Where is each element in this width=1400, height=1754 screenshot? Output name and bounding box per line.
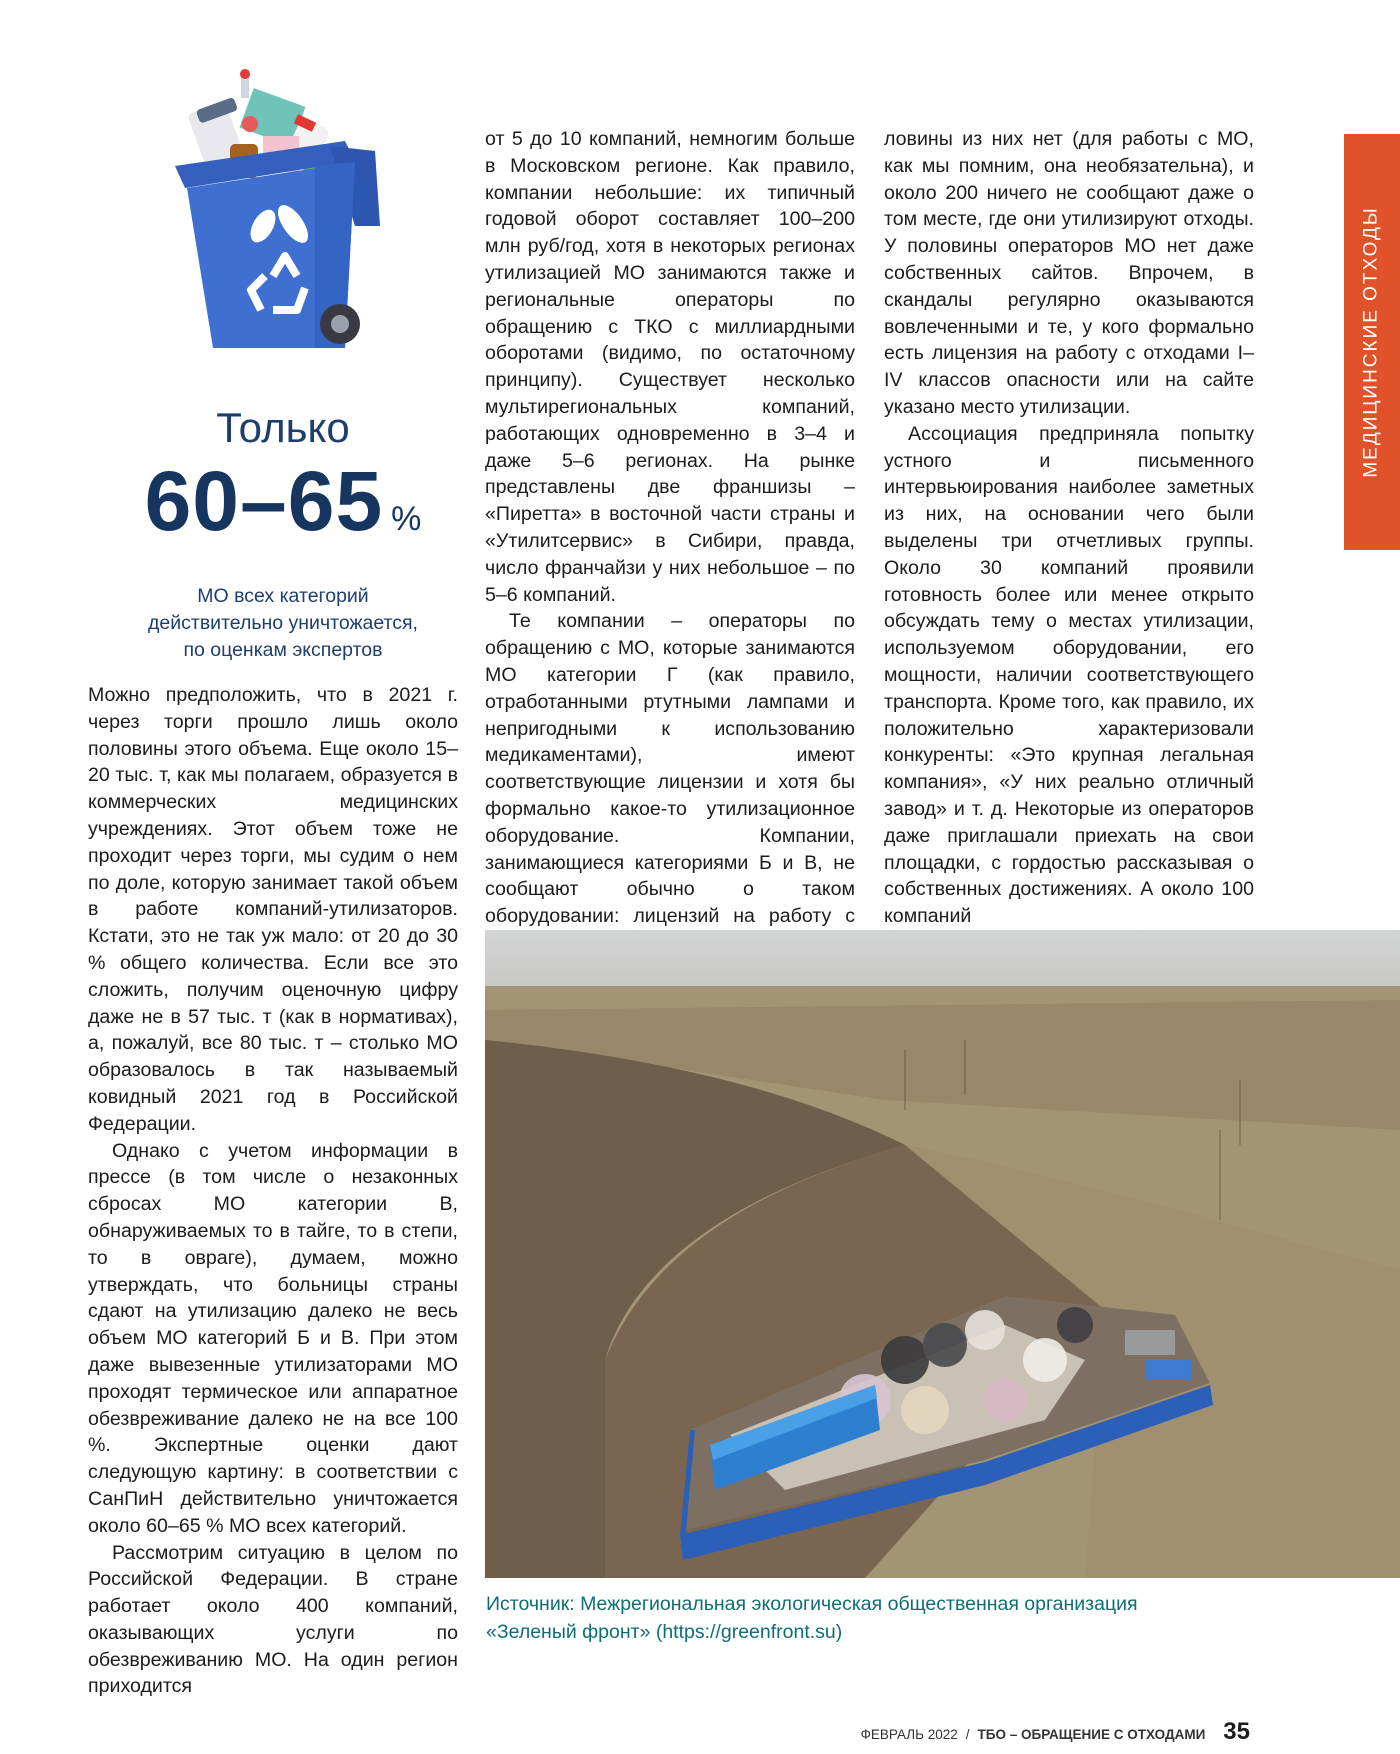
paragraph: ловины из них нет (для работы с МО, как мы помним, она необязательна), и около 200 ничего не сообщают даже о том месте, где они утилизируют отходы. У половины операторов МО нет даже собственных сайтов. Впрочем, в скандалы регулярно оказываются вовлеченными и те, у кого формально есть лицензия на работу с отходами I–IV классов опасности или на сайте указано место утилизации.	[884, 128, 1254, 418]
photo-caption	[486, 1590, 1386, 1646]
photo-caption-line: «Зеленый фронт» (https://greenfront.su)	[486, 1621, 843, 1643]
stat-caption-line: по оценкам экспертов	[183, 639, 383, 661]
section-tab-label: МЕДИЦИНСКИЕ ОТХОДЫ	[1361, 206, 1382, 478]
paragraph: Можно предположить, что в 2021 г. через торги прошло лишь около половины этого объема. Еще около 15–20 тыс. т, как мы полагаем, образуется в коммерческих медицинских учреждениях. Этот объем тоже не проходит через торги, мы судим о нем по доле, которую занимает такой объем в работе компаний-утилизаторов. Кстати, это не так уж мало: от 20 до 30 % общего количества. Если все это сложить, получим оценочную цифру даже не в 57 тыс. т (как в нормативах), а, пожалуй, все 80 тыс. т – столько МО образовалось в так называемый ковидный 2021 год в Российской Федерации.	[88, 684, 458, 1135]
paragraph: Ассоциация предприняла попытку устного и письменного интервьюирования наиболее заметных из них, на основании чего были выделены три отчетливых группы. Около 30 компаний проявили готовность более или менее открыто обсуждать тему о местах утилизации, используемом оборудовании, его мощности, наличии соответствующего транспорта. Кроме того, как правило, их положительно характеризовали конкуренты: «Это крупная легальная компания», «У них реально отличный завод» и т. д. Некоторые из операторов даже приглашали приехать на свои площадки, с гордостью рассказывая о собственных достижениях. А около 100 компаний	[884, 422, 1254, 928]
page-number: 35	[1223, 1718, 1250, 1745]
footer-series: ТБО – ОБРАЩЕНИЕ С ОТХОДАМИ	[977, 1727, 1206, 1742]
article-column-middle	[485, 126, 855, 957]
stat-unit: %	[391, 500, 422, 538]
stat-lead: Только	[216, 404, 350, 451]
footer-issue: ФЕВРАЛЬ 2022	[860, 1727, 958, 1742]
article-column-left	[88, 682, 458, 1700]
section-tab	[1344, 134, 1400, 550]
stat-caption-line: действительно уничтожается,	[148, 612, 418, 634]
footer-separator: /	[965, 1727, 970, 1742]
medical-waste-bin-illustration	[155, 66, 400, 366]
paragraph: Однако с учетом информации в прессе (в том числе о незаконных сбросах МО категории В, обнаруживаемых то в тайге, то в степи, то в овраге), думаем, можно утверждать, что больницы страны сдают на утилизацию далеко не весь объем МО категорий Б и В. При этом даже вывезенные утилизаторами МО проходят термическое или аппаратное обезвреживание далеко не на все 100 %. Экспертные оценки дают следующую картину: в соответствии с СанПиН действительно уничтожается около 60–65 % МО всех категорий.	[88, 1139, 458, 1537]
stat-caption	[108, 583, 458, 664]
stat-number: 60–65	[144, 454, 384, 548]
article-column-right	[884, 126, 1254, 930]
stat-caption-line: МО всех категорий	[197, 585, 369, 607]
paragraph: от 5 до 10 компаний, немногим больше в Московском регионе. Как правило, компании небольшие: их типичный годовой оборот составляет 100–200 млн руб/год, хотя в некоторых регионах утилизацией МО занимаются также и региональные операторы по обращению с ТКО с миллиардными оборотами (видимо, по остаточному принципу). Существует несколько мультирегиональных компаний, работающих одновременно в 3–4 и даже 5–6 регионах. На рынке представлены две франшизы – «Пиретта» в восточной части страны и «Утилитсервис» в Сибири, правда, число франчайзи у них небольшое – по 5–6 компаний.	[485, 128, 855, 606]
highlight-stat	[108, 404, 458, 664]
page-footer	[861, 1718, 1250, 1746]
paragraph: Те компании – операторы по обращению с МО, которые занимаются МО категории Г (как правило, отработанными ртутными лампами и непригодными к использованию медикаментами), имеют соответствующие лицензии и хотя бы формально какое-то утилизационное оборудование. Компании, занимающиеся категориями Б и В, не сообщают обычно о таком оборудовании: лицензий на работу с	[485, 610, 855, 928]
aerial-waste-site-photo	[485, 930, 1400, 1578]
photo-caption-line: Источник: Межрегиональная экологическая общественная организация	[486, 1593, 1138, 1615]
paragraph: Рассмотрим ситуацию в целом по Российской Федерации. В стране работает около 400 компаний, оказывающих услуги по обезвреживанию МО. На один регион приходится	[88, 1541, 458, 1698]
